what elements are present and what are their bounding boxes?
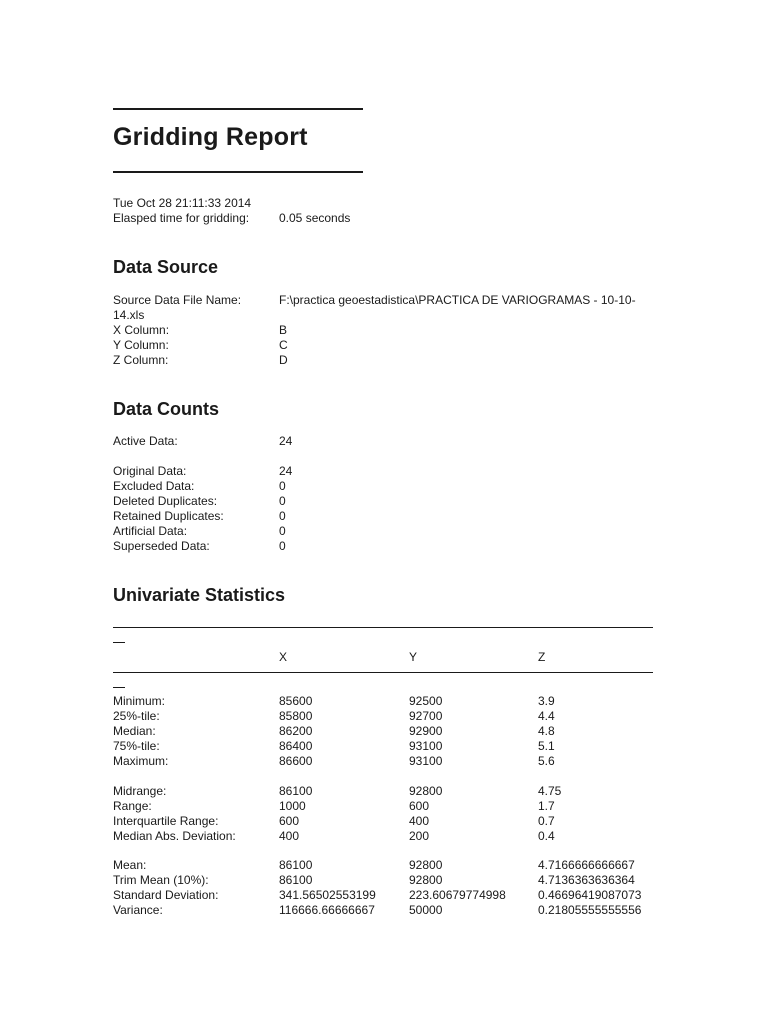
count-value: 0 [279,479,286,493]
stat-x: 341.56502553199 [279,888,376,902]
z-column-label: Z Column: [113,353,169,367]
title-bottom-rule [113,171,363,173]
stat-z: 4.7166666666667 [538,858,635,872]
stats-header-row [113,650,658,665]
stat-label: Standard Deviation: [113,888,219,902]
stat-label: Median Abs. Deviation: [113,829,236,843]
count-row [113,509,658,524]
count-row [113,524,658,539]
count-row [113,464,658,479]
table-header-rule [113,672,653,673]
stat-y: 93100 [409,754,443,768]
stat-y: 50000 [409,903,443,917]
stat-x: 85800 [279,709,313,723]
stat-x: 600 [279,814,300,828]
source-file-row [113,293,658,323]
report-timestamp: Tue Oct 28 21:11:33 2014 [113,196,252,210]
count-label: Excluded Data: [113,479,195,493]
source-file-label: Source Data File Name: [113,293,242,307]
stat-y: 93100 [409,739,443,753]
column-header-z: Z [538,650,546,664]
stat-y: 600 [409,799,430,813]
stat-z: 5.1 [538,739,555,753]
stats-row [113,829,658,844]
stat-label: Interquartile Range: [113,814,219,828]
count-row [113,479,658,494]
stat-x: 86200 [279,724,313,738]
table-top-rule-wrap [113,642,125,643]
stat-y: 92700 [409,709,443,723]
stat-x: 86100 [279,873,313,887]
z-column-row [113,353,658,368]
elapsed-time-label: Elasped time for gridding: [113,211,250,225]
stat-z: 3.9 [538,694,555,708]
report-timestamp-row [113,196,658,211]
elapsed-time-value: 0.05 seconds [279,211,351,225]
active-data-row [113,434,658,449]
count-row [113,494,658,509]
stat-z: 0.4 [538,829,555,843]
data-source-heading: Data Source [113,257,219,277]
data-counts-heading: Data Counts [113,399,220,419]
stats-row [113,888,658,903]
count-value: 0 [279,524,286,538]
stat-x: 86100 [279,784,313,798]
count-label: Original Data: [113,464,187,478]
stat-z: 0.21805555555556 [538,903,642,917]
report-title: Gridding Report [113,123,308,151]
stat-x: 86600 [279,754,313,768]
x-column-row [113,323,658,338]
y-column-row [113,338,658,353]
stat-y: 200 [409,829,430,843]
z-column-value: D [279,353,288,367]
count-value: 0 [279,539,286,553]
count-label: Artificial Data: [113,524,188,538]
stats-row [113,799,658,814]
stat-z: 4.75 [538,784,562,798]
stats-row [113,694,658,709]
active-data-value: 24 [279,434,293,448]
title-top-rule [113,108,363,110]
active-data-label: Active Data: [113,434,178,448]
stat-x: 1000 [279,799,306,813]
stats-row [113,739,658,754]
stat-label: Range: [113,799,152,813]
count-label: Deleted Duplicates: [113,494,218,508]
stats-row [113,903,658,918]
stat-x: 116666.66666667 [279,903,375,917]
stats-row [113,754,658,769]
stat-label: Trim Mean (10%): [113,873,209,887]
stat-z: 0.46696419087073 [538,888,642,902]
stat-z: 4.8 [538,724,555,738]
stat-z: 5.6 [538,754,555,768]
stat-y: 400 [409,814,430,828]
count-value: 24 [279,464,293,478]
stat-label: Mean: [113,858,147,872]
stat-x: 86100 [279,858,313,872]
stat-x: 86400 [279,739,313,753]
count-label: Retained Duplicates: [113,509,224,523]
x-column-value: B [279,323,288,337]
stat-y: 92500 [409,694,443,708]
source-file-value: F:\practica geoestadistica\PRACTICA DE VARIOGRAMAS - 10-10-14.xls [113,293,636,322]
stat-label: 25%-tile: [113,709,160,723]
stat-label: Midrange: [113,784,167,798]
stat-x: 85600 [279,694,313,708]
stat-y: 223.60679774998 [409,888,506,902]
elapsed-time-row [113,211,658,226]
stats-row [113,858,658,873]
stat-label: 75%-tile: [113,739,160,753]
count-value: 0 [279,509,286,523]
column-header-y: Y [409,650,418,664]
stat-y: 92800 [409,858,443,872]
stat-label: Variance: [113,903,163,917]
stats-row [113,724,658,739]
stat-x: 400 [279,829,300,843]
y-column-value: C [279,338,288,352]
stat-y: 92800 [409,873,443,887]
stats-row [113,709,658,724]
stats-row [113,873,658,888]
stats-row [113,814,658,829]
table-top-rule [113,627,653,628]
count-value: 0 [279,494,286,508]
univariate-statistics-heading: Univariate Statistics [113,585,286,605]
stat-z: 0.7 [538,814,555,828]
y-column-label: Y Column: [113,338,169,352]
count-label: Superseded Data: [113,539,210,553]
table-header-rule-wrap [113,687,125,688]
x-column-label: X Column: [113,323,170,337]
stat-y: 92800 [409,784,443,798]
stat-z: 4.4 [538,709,555,723]
stat-label: Maximum: [113,754,169,768]
stat-z: 4.7136363636364 [538,873,635,887]
stat-label: Median: [113,724,156,738]
stat-y: 92900 [409,724,443,738]
column-header-x: X [279,650,288,664]
stat-label: Minimum: [113,694,166,708]
stat-z: 1.7 [538,799,555,813]
stats-row [113,784,658,799]
count-row [113,539,658,554]
